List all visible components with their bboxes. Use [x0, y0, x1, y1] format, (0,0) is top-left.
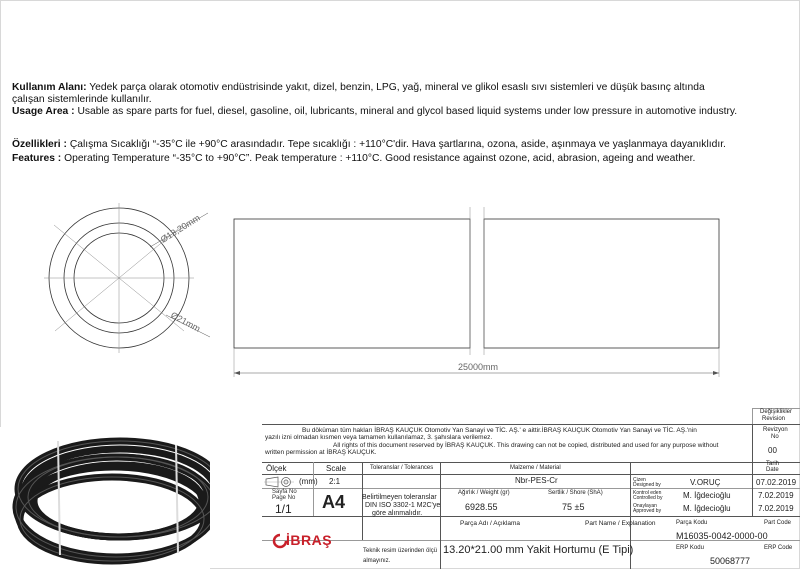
- note-line-2: almayınız.: [363, 558, 391, 564]
- part-name-label-en: Part Name / Explanation: [585, 520, 656, 527]
- tb-line-top: [262, 424, 800, 425]
- rights-en-2: written permission at İBRAŞ KAUÇUK.: [265, 449, 377, 456]
- tb-line-row3: [262, 488, 800, 489]
- paper-size: A4: [322, 492, 346, 512]
- arrow-left: [234, 371, 240, 375]
- drawn-name: V.ORUÇ: [690, 478, 721, 487]
- part-name-label-tr: Parça Adı / Açıklama: [460, 520, 520, 527]
- approved-name: M. İğdecioğlu: [683, 504, 731, 513]
- approved-label-tr: Onaylayan: [633, 503, 657, 509]
- erp-label-tr: ERP Kodu: [676, 545, 704, 551]
- note-line-1: Teknik resim üzerinden ölçü: [363, 548, 438, 554]
- features-tr-text: Çalışma Sıcaklığı “-35°C ile +90°C arasındadır. Tepe sıcaklığı : +110°C'dir. Hava şartlarına, ozona, aside, aşınmaya ve yaşlanmaya dayanıklıdır.: [66, 139, 726, 150]
- olcek-label: Ölçek: [266, 464, 287, 473]
- arrow-right: [713, 371, 719, 375]
- rev-no-tr: Revizyon: [763, 427, 788, 433]
- erp-value: 50068777: [710, 556, 751, 566]
- technical-drawing: [0, 195, 800, 385]
- scale-value: 2:1: [329, 477, 341, 486]
- tb-line-v5: [313, 462, 314, 516]
- usage-area-section: [12, 82, 737, 118]
- usage-en-text: Usable as spare parts for fuel, diesel, gasoline, oil, lubricants, mineral and glycol based liquid systems under low pressure in automotive industry.: [74, 106, 738, 117]
- tolerances-label: Toleranslar / Tolerances: [370, 465, 434, 471]
- rev-label-tr: Değişiklikler: [760, 409, 793, 415]
- rights-tr-2: yazılı izni olmadan kısmen veya tamamen kullanılamaz, 3. şahıslara verilemez.: [265, 434, 493, 441]
- side-view: [234, 207, 719, 377]
- company-logo: [272, 530, 350, 552]
- outer-diameter-label: Ø21mm: [169, 309, 203, 334]
- date-label-en: Date: [766, 467, 779, 473]
- checked-date: 7.02.2019: [758, 491, 794, 500]
- part-code-label-en: Part Code: [764, 520, 792, 526]
- approved-label-en: Approved by: [633, 508, 662, 514]
- material-label: Malzeme / Material: [510, 465, 561, 471]
- material-value: Nbr-PES-Cr: [515, 476, 558, 485]
- tb-line-row4: [262, 516, 800, 517]
- usage-tr-line2: çalışan sistemlerinde kullanılır.: [12, 94, 152, 105]
- usage-tr-line1: Yedek parça olarak otomotiv endüstrisinde yakıt, dizel, benzin, LPG, yağ, mineral ve glikol esaslı sıvı sistemleri ve düşük basınç altında: [86, 82, 705, 93]
- page-label-tr: Sayfa No: [272, 489, 297, 495]
- hardness-value: 75 ±5: [562, 502, 585, 512]
- part-name-value: 13.20*21.00 mm Yakit Hortumu (E Tipi): [443, 544, 634, 556]
- tb-line-row2: [262, 474, 800, 475]
- checked-label-tr: Kontrol eden: [633, 490, 662, 496]
- weight-label: Ağırlık / Weight (gr): [458, 490, 510, 496]
- tolerances-text-2: DIN ISO 3302-1 M2C'ye: [365, 502, 441, 509]
- approved-date: 7.02.2019: [758, 504, 794, 513]
- projection-symbol-icon: [264, 476, 300, 488]
- usage-en-label: Usage Area :: [12, 106, 75, 117]
- part-code-label-tr: Parça Kodu: [676, 520, 708, 526]
- tolerances-text-3: göre alınmalıdır.: [372, 510, 423, 517]
- logo-text: İBRAŞ: [286, 532, 333, 548]
- page-label-en: Page No: [272, 495, 296, 501]
- usage-tr-label: Kullanım Alanı:: [12, 82, 87, 93]
- tolerances-text-1: Belirtilmeyen toleranslar: [362, 494, 437, 501]
- weight-value: 6928.55: [465, 502, 498, 512]
- tb-line-row1: [262, 462, 800, 463]
- drawn-date: 07.02.2019: [756, 478, 797, 487]
- page-value: 1/1: [275, 502, 292, 516]
- features-tr-label: Özellikleri :: [12, 139, 67, 150]
- features-en-label: Features :: [12, 153, 62, 164]
- rights-en-1: All rights of this document reserved by İBRAŞ KAUÇUK. This drawing can not be copied, distributed and used for any purpose without: [333, 442, 719, 449]
- features-en-text: Operating Temperature “-35°C to +90°C”. Peak temperature : +110°C. Good resistance against ozone, acid, abrasion, ageing and weather.: [61, 153, 696, 164]
- part-code-value: M16035-0042-0000-00: [676, 531, 768, 541]
- tb-line-v4: [752, 424, 753, 516]
- rev-no-value: 00: [768, 446, 777, 455]
- unit-label: (mm): [299, 477, 318, 486]
- erp-label-en: ERP Code: [764, 545, 793, 551]
- features-section: [12, 139, 726, 165]
- drawn-label-tr: Çizen: [633, 477, 646, 483]
- tb-line-v1: [362, 462, 363, 540]
- hose-right-segment: [484, 219, 719, 348]
- inner-diameter-label: Ø13,20mm: [158, 212, 202, 245]
- hardness-label: Sertlik / Shore (ShA): [548, 490, 603, 496]
- checked-name: M. İğdecioğlu: [683, 491, 731, 500]
- rev-label-en: Revision: [762, 416, 786, 422]
- date-label-tr: Tarih: [766, 461, 780, 467]
- checked-label-en: Controlled by: [633, 495, 663, 501]
- tb-line-v2: [440, 462, 441, 569]
- scale-label: Scale: [326, 464, 347, 473]
- length-dimension-label: 25000mm: [457, 362, 499, 372]
- hose-left-segment: [234, 219, 470, 348]
- drawn-label-en: Designed by: [633, 482, 661, 488]
- rev-no-en: No: [771, 434, 779, 440]
- rights-tr-1: Bu döküman tüm hakları İBRAŞ KAUÇUK Otomotiv Yan Sanayi ve TİC. AŞ.' e aittir.İBRAŞ KAUÇUK Otomotiv Yan Sanayi ve TİC. AŞ.'nin: [302, 427, 697, 434]
- tb-line-rev-left: [752, 408, 753, 424]
- product-photo-coiled-hose: [0, 427, 210, 569]
